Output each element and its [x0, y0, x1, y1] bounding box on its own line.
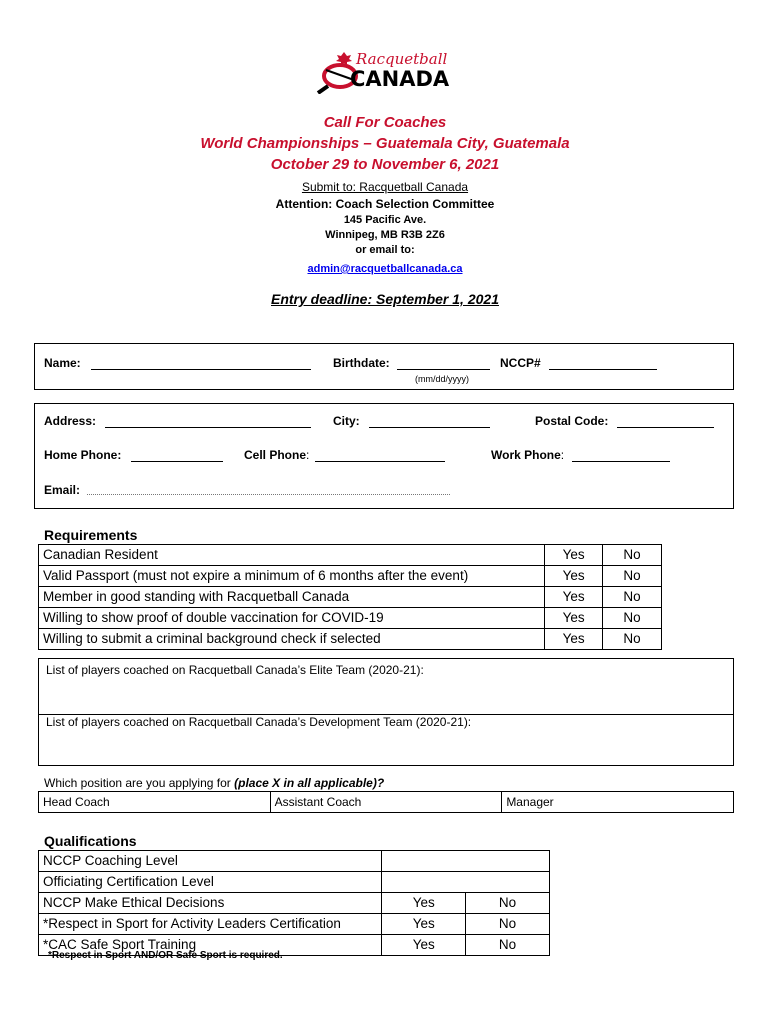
no-option[interactable]: No [466, 935, 550, 956]
position-question-text: Which position are you applying for [44, 776, 231, 790]
players-boxes [38, 658, 734, 766]
address-field[interactable] [105, 415, 311, 428]
table-row [39, 545, 662, 566]
qualification-label: *CAC Safe Sport Training [39, 935, 382, 956]
yes-option[interactable]: Yes [382, 893, 466, 914]
home-phone-label: Home Phone: [44, 448, 122, 462]
qualifications-footnote: *Respect in Sport AND/OR Safe Sport is required. [48, 950, 283, 961]
requirement-label: Valid Passport (must not expire a minimum of 6 months after the event) [39, 566, 545, 587]
birthdate-label: Birthdate: [333, 356, 390, 370]
qualifications-heading: Qualifications [44, 833, 137, 849]
work-phone-label [491, 448, 564, 462]
city-address: Winnipeg, MB R3B 2Z6 [325, 229, 445, 241]
table-row [39, 792, 734, 813]
name-field[interactable] [91, 357, 311, 370]
table-row [39, 872, 550, 893]
email-link[interactable]: admin@racquetballcanada.ca [307, 263, 463, 275]
requirement-label: Willing to submit a criminal background check if selected [39, 629, 545, 650]
event-title: World Championships – Guatemala City, Guatemala [200, 135, 570, 152]
cell-phone-label [244, 448, 309, 462]
elite-players-field[interactable] [39, 659, 733, 715]
assistant-coach-option[interactable]: Assistant Coach [270, 792, 502, 813]
requirement-label: Member in good standing with Racquetball Canada [39, 587, 545, 608]
contact-info-box [34, 403, 734, 509]
table-row [39, 914, 550, 935]
date-format-hint: (mm/dd/yyyy) [415, 374, 469, 384]
manager-option[interactable]: Manager [502, 792, 734, 813]
requirement-label: Canadian Resident [39, 545, 545, 566]
city-label: City: [333, 414, 360, 428]
postal-code-field[interactable] [617, 415, 714, 428]
email-field[interactable] [87, 484, 450, 495]
no-option[interactable]: No [603, 629, 662, 650]
qualification-label: *Respect in Sport for Activity Leaders Certification [39, 914, 382, 935]
submit-to: Submit to: Racquetball Canada [301, 180, 469, 194]
nccp-label: NCCP# [500, 356, 541, 370]
yes-option[interactable]: Yes [382, 935, 466, 956]
postal-code-label: Postal Code: [535, 414, 609, 428]
nccp-level-field[interactable] [382, 851, 550, 872]
requirements-heading: Requirements [44, 527, 138, 543]
yes-option[interactable]: Yes [545, 545, 603, 566]
qualification-label: NCCP Coaching Level [39, 851, 382, 872]
qualification-label: NCCP Make Ethical Decisions [39, 893, 382, 914]
home-phone-field[interactable] [131, 449, 223, 462]
yes-option[interactable]: Yes [382, 914, 466, 935]
table-row [39, 851, 550, 872]
no-option[interactable]: No [466, 893, 550, 914]
cell-phone-field[interactable] [315, 449, 445, 462]
no-option[interactable]: No [603, 608, 662, 629]
yes-option[interactable]: Yes [545, 629, 603, 650]
no-option[interactable]: No [603, 545, 662, 566]
street-address: 145 Pacific Ave. [343, 214, 427, 226]
table-row [39, 608, 662, 629]
call-for-coaches-title: Call For Coaches [323, 114, 447, 131]
address-label: Address: [44, 414, 97, 428]
development-players-label: List of players coached on Racquetball Canada’s Development Team (2020-21): [46, 715, 472, 729]
table-row [39, 566, 662, 587]
head-coach-option[interactable]: Head Coach [39, 792, 271, 813]
officiating-level-field[interactable] [382, 872, 550, 893]
work-phone-field[interactable] [572, 449, 670, 462]
logo-script-text: Racquetball [356, 50, 448, 68]
city-field[interactable] [369, 415, 490, 428]
position-table [38, 791, 734, 813]
nccp-field[interactable] [549, 357, 657, 370]
work-phone-text: Work Phone [491, 448, 561, 462]
position-question [44, 776, 384, 790]
yes-option[interactable]: Yes [545, 608, 603, 629]
no-option[interactable]: No [466, 914, 550, 935]
table-row [39, 587, 662, 608]
event-dates: October 29 to November 6, 2021 [270, 156, 500, 173]
or-email-text: or email to: [355, 244, 415, 256]
qualification-label: Officiating Certification Level [39, 872, 382, 893]
yes-option[interactable]: Yes [545, 587, 603, 608]
birthdate-field[interactable] [397, 357, 490, 370]
development-players-field[interactable] [39, 715, 733, 765]
position-question-emphasis: (place X in all applicable)? [234, 776, 385, 790]
cell-phone-colon: : [306, 448, 310, 462]
table-row [39, 629, 662, 650]
name-label: Name: [44, 356, 81, 370]
personal-info-box [34, 343, 734, 390]
qualifications-table [38, 850, 550, 956]
elite-players-label: List of players coached on Racquetball Canada’s Elite Team (2020-21): [46, 663, 424, 677]
table-row [39, 893, 550, 914]
no-option[interactable]: No [603, 566, 662, 587]
logo-block-text: CANADA [350, 67, 450, 91]
cell-phone-text: Cell Phone [244, 448, 307, 462]
attention-line: Attention: Coach Selection Committee [275, 197, 495, 211]
racquetball-canada-logo [316, 50, 456, 94]
requirements-table [38, 544, 662, 650]
email-link-wrap [0, 259, 770, 277]
requirement-label: Willing to show proof of double vaccination for COVID-19 [39, 608, 545, 629]
yes-option[interactable]: Yes [545, 566, 603, 587]
work-phone-colon: : [560, 448, 565, 462]
email-label: Email: [44, 483, 81, 497]
entry-deadline: Entry deadline: September 1, 2021 [271, 291, 499, 307]
no-option[interactable]: No [603, 587, 662, 608]
